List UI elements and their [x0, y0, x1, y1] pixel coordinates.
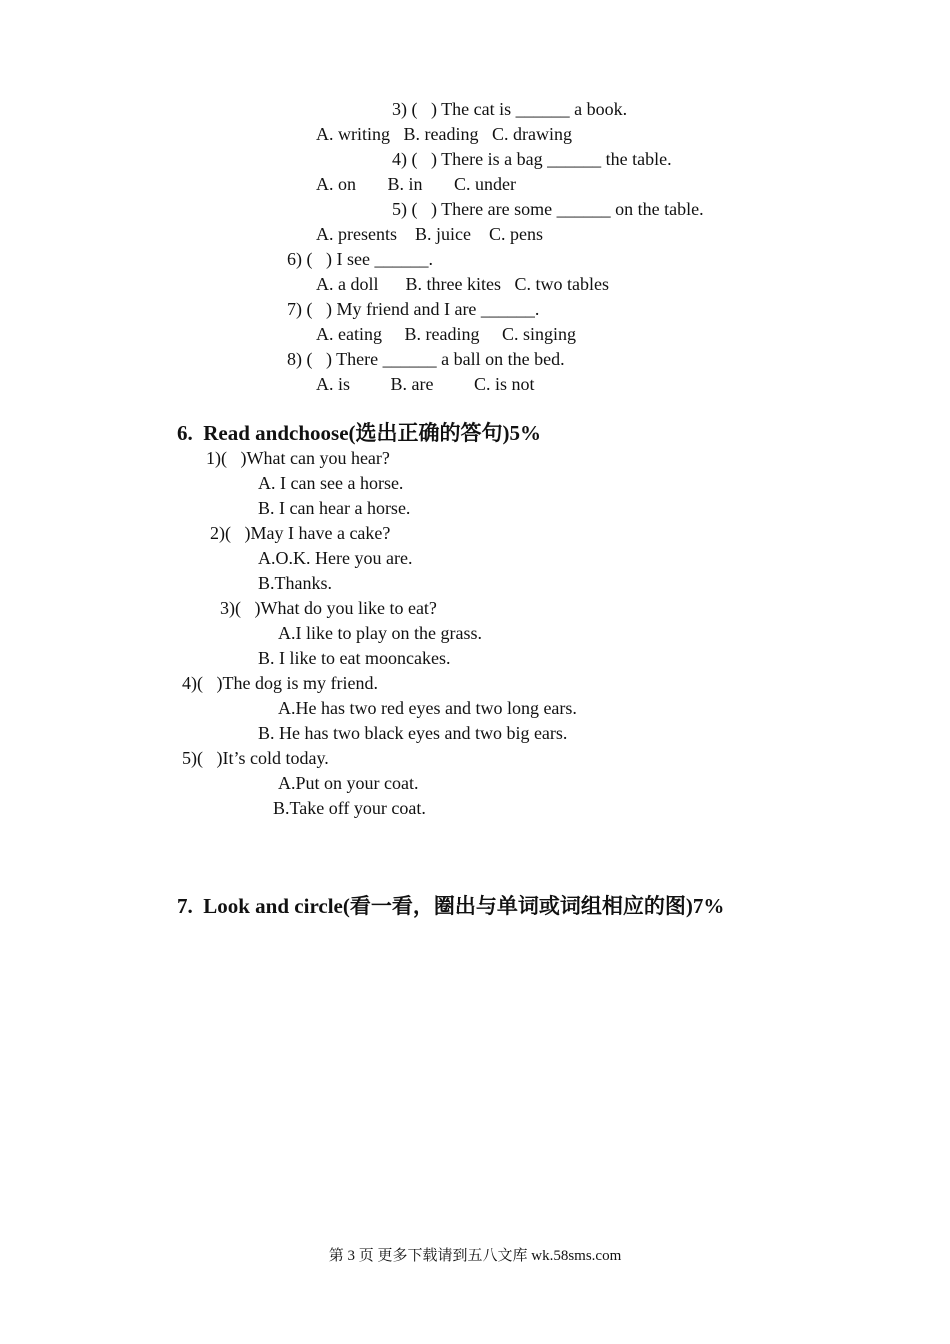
s5-q5-stem: 5) ( ) There are some ______ on the table.: [392, 199, 704, 219]
s6-q5-stem: 5)( )It’s cold today.: [182, 748, 329, 768]
s5-q8-stem: 8) ( ) There ______ a ball on the bed.: [287, 349, 565, 369]
s6-q1-option-b: B. I can hear a horse.: [258, 498, 411, 518]
s6-q4-option-a: A.He has two red eyes and two long ears.: [278, 698, 577, 718]
s6-q4-option-b: B. He has two black eyes and two big ears.: [258, 723, 568, 743]
s6-q3-option-b: B. I like to eat mooncakes.: [258, 648, 451, 668]
s6-q2-stem: 2)( )May I have a cake?: [210, 523, 391, 543]
page-footer: 第 3 页 更多下载请到五八文库 wk.58sms.com: [328, 1248, 622, 1264]
s6-q5-option-b: B.Take off your coat.: [273, 798, 426, 818]
s5-q7-options: A. eating B. reading C. singing: [316, 324, 576, 344]
s6-q4-stem: 4)( )The dog is my friend.: [182, 673, 378, 693]
s6-q1-option-a: A. I can see a horse.: [258, 473, 404, 493]
s5-q4-options: A. on B. in C. under: [316, 174, 516, 194]
s5-q3-stem: 3) ( ) The cat is ______ a book.: [392, 99, 628, 119]
s5-q4-stem: 4) ( ) There is a bag ______ the table.: [392, 149, 672, 169]
s6-q3-stem: 3)( )What do you like to eat?: [220, 598, 437, 618]
s5-q3-options: A. writing B. reading C. drawing: [316, 124, 572, 144]
s6-q2-option-b: B.Thanks.: [258, 573, 332, 593]
s5-q6-stem: 6) ( ) I see ______.: [287, 249, 433, 269]
s6-q5-option-a: A.Put on your coat.: [278, 773, 419, 793]
s5-q5-options: A. presents B. juice C. pens: [316, 224, 543, 244]
s5-q7-stem: 7) ( ) My friend and I are ______.: [287, 299, 540, 319]
section7-heading: 7. Look and circle(看一看，圈出与单词或词组相应的图)7%: [177, 894, 725, 918]
section6-heading: 6. Read andchoose(选出正确的答句)5%: [177, 421, 542, 445]
s6-q3-option-a: A.I like to play on the grass.: [278, 623, 482, 643]
s5-q6-options: A. a doll B. three kites C. two tables: [316, 274, 609, 294]
s6-q2-option-a: A.O.K. Here you are.: [258, 548, 413, 568]
s5-q8-options: A. is B. are C. is not: [316, 374, 535, 394]
s6-q1-stem: 1)( )What can you hear?: [206, 448, 390, 468]
